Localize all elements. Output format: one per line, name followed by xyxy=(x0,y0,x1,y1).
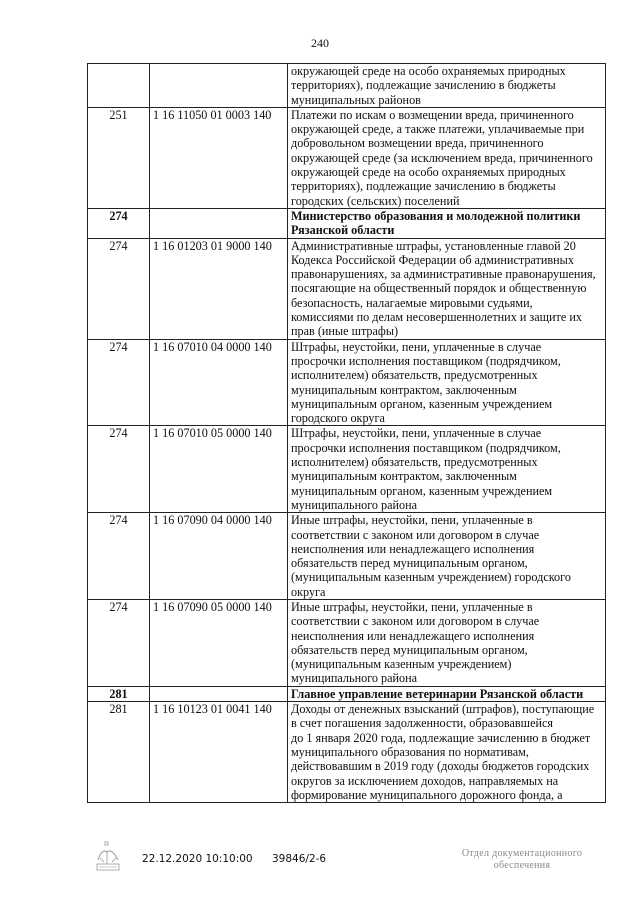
table-row xyxy=(88,702,606,803)
page-footer xyxy=(0,840,640,900)
description-line: округа xyxy=(291,584,326,599)
budget-classification-code-cell xyxy=(150,64,288,108)
description-line: территориях), подлежащие зачислению в бюджеты xyxy=(291,78,556,93)
table-row xyxy=(88,339,606,426)
description-line: правонарушениях, за административные правонарушения, xyxy=(291,267,596,282)
description-line: территориях), подлежащие зачислению в бюджеты xyxy=(291,179,556,194)
description-line: добровольном возмещении вреда, причиненного xyxy=(291,136,544,151)
description-line: муниципальным органом, казенным учреждением xyxy=(291,483,553,498)
budget-classification-code-cell: 1 16 07010 04 0000 140 xyxy=(150,339,288,426)
description-line: неисполнения или ненадлежащего исполнения xyxy=(291,541,535,556)
description-cell xyxy=(288,238,606,339)
description-line: просрочки исполнения поставщиком (подрядчиком, xyxy=(291,440,561,455)
description-line: окружающей среде, а также платежи, уплачиваемые при xyxy=(291,122,585,137)
description-line: соответствии с законом или договором в случае xyxy=(291,614,540,629)
description-line: обязательств перед муниципальным органом, xyxy=(291,556,528,571)
description-line: Иные штрафы, неустойки, пени, уплаченные в xyxy=(291,513,533,528)
budget-codes-table xyxy=(87,63,606,803)
description-line: городского округа xyxy=(291,411,385,426)
budget-classification-code-cell: 1 16 07090 04 0000 140 xyxy=(150,513,288,600)
description-line: Платежи по искам о возмещении вреда, причиненного xyxy=(291,107,574,122)
description-line: округов за исключением доходов, направляемых на xyxy=(291,773,559,788)
admin-code-cell: 281 xyxy=(88,686,150,701)
department-line: обеспечения xyxy=(493,860,551,871)
description-line: Штрафы, неустойки, пени, уплаченные в случае xyxy=(291,426,542,441)
table-row xyxy=(88,426,606,513)
department-line: Отдел документационного xyxy=(461,848,583,859)
description-line: (муниципальным казенным учреждением) городского xyxy=(291,570,571,585)
admin-code-cell: 274 xyxy=(88,426,150,513)
description-line: муниципальным контрактом, заключенным xyxy=(291,469,517,484)
description-line: Административные штрафы, установленные главой 20 xyxy=(291,238,576,253)
description-line: муниципального района xyxy=(291,671,418,686)
description-line: Министерство образования и молодежной политики xyxy=(291,208,581,223)
department-stamp xyxy=(437,848,607,872)
description-line: муниципального района xyxy=(291,497,418,512)
description-cell xyxy=(288,64,606,108)
table-row xyxy=(88,513,606,600)
admin-code-cell: 274 xyxy=(88,208,150,238)
budget-classification-code-cell: 1 16 11050 01 0003 140 xyxy=(150,107,288,208)
budget-classification-code-cell xyxy=(150,686,288,701)
description-line: соответствии с законом или договором в случае xyxy=(291,527,540,542)
description-line: Рязанской области xyxy=(291,223,395,238)
table-row xyxy=(88,599,606,686)
description-line: обязательств перед муниципальным органом, xyxy=(291,642,528,657)
description-line: муниципальных районов xyxy=(291,92,421,107)
description-line: муниципальным контрактом, заключенным xyxy=(291,382,517,397)
eagle-logo-icon xyxy=(96,840,120,874)
registration-number: 39846/2-6 xyxy=(272,853,327,865)
budget-classification-code-cell xyxy=(150,208,288,238)
description-line: комиссиями по делам несовершеннолетних и защите их xyxy=(291,310,582,325)
description-line: безопасность, налагаемые мировыми судьями, xyxy=(291,295,533,310)
description-line: посягающие на общественный порядок и общественную xyxy=(291,281,587,296)
description-line: неисполнения или ненадлежащего исполнения xyxy=(291,628,535,643)
description-line: окружающей среде (за исключением вреда, причиненного xyxy=(291,150,593,165)
table-row xyxy=(88,64,606,108)
description-cell xyxy=(288,208,606,238)
description-line: Кодекса Российской Федерации об административных xyxy=(291,252,574,267)
description-line: исполнителем) обязательств, предусмотренных xyxy=(291,368,538,383)
admin-code-cell: 274 xyxy=(88,238,150,339)
description-line: до 1 января 2020 года, подлежащие зачислению в бюджет xyxy=(291,730,591,745)
table-row xyxy=(88,107,606,208)
description-cell xyxy=(288,513,606,600)
admin-code-cell: 251 xyxy=(88,107,150,208)
admin-code-cell: 274 xyxy=(88,513,150,600)
description-line: Доходы от денежных взысканий (штрафов), поступающие xyxy=(291,702,595,717)
description-line: прав (иные штрафы) xyxy=(291,324,399,339)
page-number: 240 xyxy=(311,36,329,50)
description-line: муниципального образования по нормативам, xyxy=(291,744,529,759)
admin-code-cell: 274 xyxy=(88,599,150,686)
description-cell xyxy=(288,686,606,701)
description-line: окружающей среде на особо охраняемых природных xyxy=(291,165,566,180)
budget-classification-code-cell: 1 16 10123 01 0041 140 xyxy=(150,702,288,803)
table-row xyxy=(88,238,606,339)
description-line: муниципальным органом, казенным учреждением xyxy=(291,396,553,411)
description-cell xyxy=(288,599,606,686)
description-line: Главное управление ветеринарии Рязанской области xyxy=(291,686,584,701)
budget-classification-code-cell: 1 16 07090 05 0000 140 xyxy=(150,599,288,686)
registration-date: 22.12.2020 10:10:00 xyxy=(142,853,253,865)
description-cell xyxy=(288,426,606,513)
budget-classification-code-cell: 1 16 07010 05 0000 140 xyxy=(150,426,288,513)
description-cell xyxy=(288,702,606,803)
admin-code-cell: 274 xyxy=(88,339,150,426)
description-line: в счет погашения задолженности, образовавшейся xyxy=(291,716,554,731)
description-line: городских (сельских) поселений xyxy=(291,193,460,208)
description-line: исполнителем) обязательств, предусмотренных xyxy=(291,455,538,470)
description-line: окружающей среде на особо охраняемых природных xyxy=(291,64,566,78)
admin-code-cell: 281 xyxy=(88,702,150,803)
admin-code-cell xyxy=(88,64,150,108)
description-line: Иные штрафы, неустойки, пени, уплаченные в xyxy=(291,599,533,614)
section-header-row xyxy=(88,208,606,238)
budget-classification-code-cell: 1 16 01203 01 9000 140 xyxy=(150,238,288,339)
description-line: (муниципальным казенным учреждением) xyxy=(291,657,512,672)
description-line: формирование муниципального дорожного фонда, а xyxy=(291,787,563,802)
description-cell xyxy=(288,107,606,208)
description-line: Штрафы, неустойки, пени, уплаченные в случае xyxy=(291,339,542,354)
description-line: просрочки исполнения поставщиком (подрядчиком, xyxy=(291,353,561,368)
description-cell xyxy=(288,339,606,426)
section-header-row xyxy=(88,686,606,701)
description-line: действовавшим в 2019 году (доходы бюджетов городских xyxy=(291,759,590,774)
